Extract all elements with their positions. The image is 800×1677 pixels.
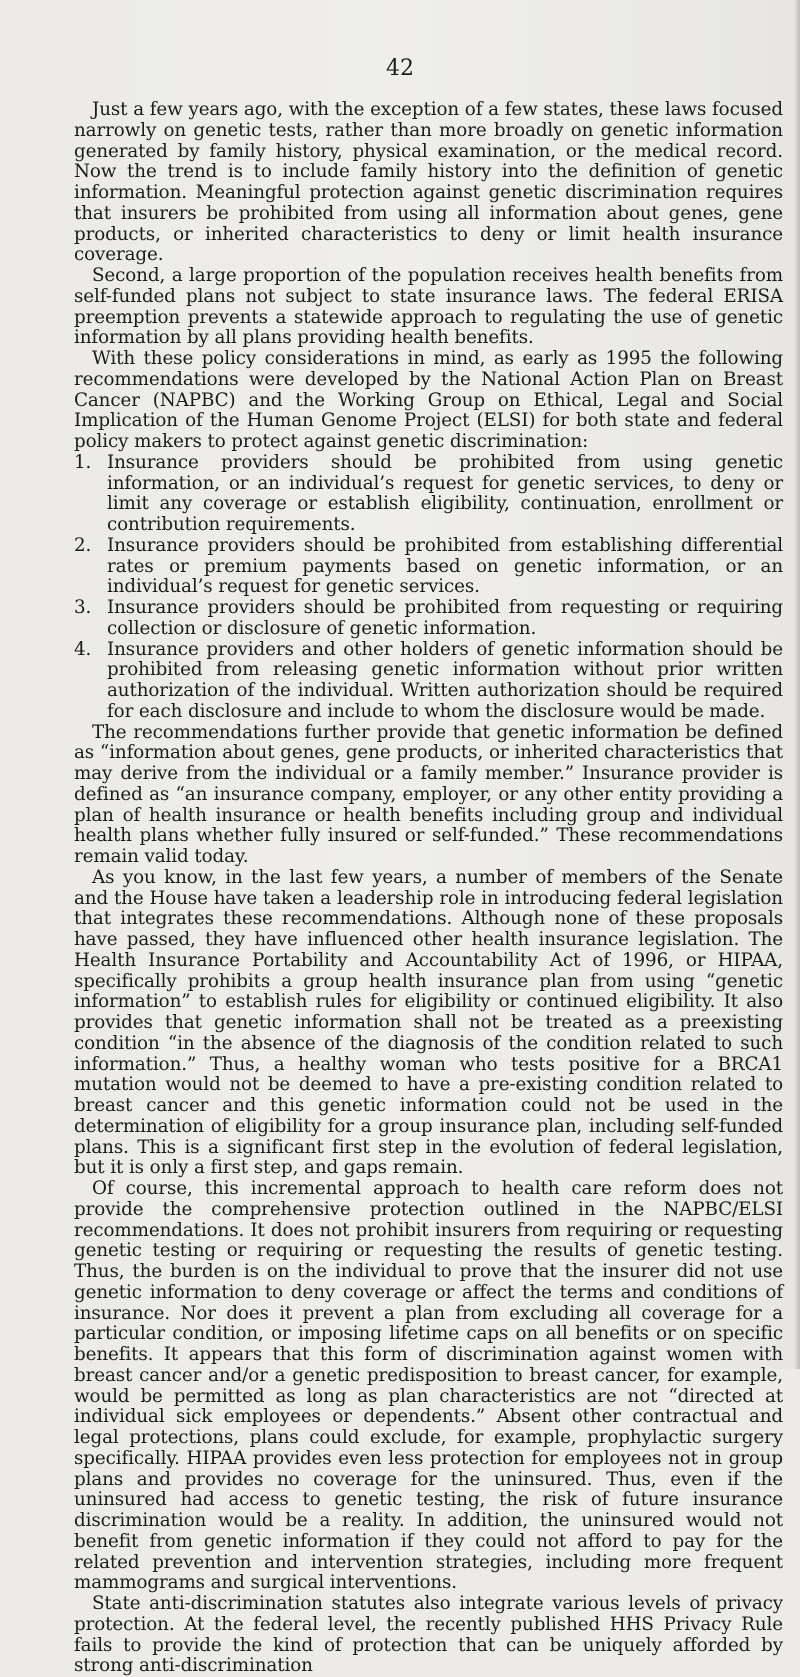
paragraph-state-statutes: State anti-discrimination statutes also integrate various levels of privacy protection. At the federal level, the recently published HHS Privacy Rule fails to provide the kind of protection that can be uniquely afforded by strong anti-discrimination [74, 1593, 783, 1677]
list-item-number: 3. [74, 597, 92, 618]
list-item-number: 1. [74, 451, 92, 473]
list-item [74, 640, 783, 723]
page-edge-shadow [794, 0, 800, 1369]
list-item-text: Insurance providers should be prohibited from requesting or requiring collection or disclosure of genetic information. [107, 597, 783, 639]
list-item [74, 536, 783, 598]
paragraph-recommendations-intro: With these policy considerations in mind, as early as 1995 the following recommendations were developed by the National Action Plan on Breast Cancer (NAPBC) and the Working Group on Ethical, Legal and Social Implication of the Human Genome Project (ELSI) for both state and federal policy makers to protect against genetic discrimination: [74, 348, 783, 452]
list-item-number: 2. [74, 534, 92, 556]
body-text [74, 100, 783, 1677]
paragraph-definitions: The recommendations further provide that genetic information be defined as “information about genes, gene products, or inherited characteristics that may derive from the individual or a family member.” Insurance provider is defined as “an insurance company, employer, or any other entity providing a plan of health insurance or health benefits including group and individual health plans whether fully insured or self-funded.” These recommendations remain valid today. [74, 721, 783, 867]
list-item-text: Insurance providers and other holders of genetic information should be prohibited from releasing genetic information without prior written authorization of the individual. Written authorization should be required for each disclosure and include to whom the disclosure would be made. [107, 638, 783, 722]
paragraph-family-history: Just a few years ago, with the exception of a few states, these laws focused narrowly on genetic tests, rather than more broadly on genetic information generated by family history, physical examination, or the medical record. Now the trend is to include family history into the definition of genetic information. Meaningful protection against genetic discrimination requires that insurers be prohibited from using all information about genes, gene products, or inherited characteristics to deny or limit health insurance coverage. [74, 99, 783, 266]
list-item [74, 453, 783, 536]
list-item-text: Insurance providers should be prohibited from establishing differential rates or premium payments based on genetic information, or an individual’s request for genetic services. [107, 534, 783, 598]
page-number: 42 [386, 56, 414, 81]
list-item [74, 598, 783, 640]
recommendations-list [74, 453, 783, 723]
paragraph-incremental-approach: Of course, this incremental approach to health care reform does not provide the comprehensive protection outlined in the NAPBC/ELSI recommendations. It does not prohibit insurers from requiring or requesting genetic testing or requiring or requesting the results of genetic testing. Thus, the burden is on the individual to prove that the insurer did not use genetic information to deny coverage or affect the terms and conditions of insurance. Nor does it prevent a plan from excluding all coverage for a particular condition, or imposing lifetime caps on all benefits or on specific benefits. It appears that this form of discrimination against women with breast cancer and/or a genetic predisposition to breast cancer, for example, would be permitted as long as plan characteristics are not “directed at individual sick employees or dependents.” Absent other contractual and legal protections, plans could exclude, for example, prophylactic surgery specifically. HIPAA provides even less protection for employees not in group plans and provides no coverage for the uninsured. Thus, even if the uninsured had access to genetic testing, the risk of future insurance discrimination would be a reality. In addition, the uninsured would not benefit from genetic information if they could not afford to pay for the related prevention and intervention strategies, including more frequent mammograms and surgical interventions. [74, 1178, 783, 1594]
paragraph-hipaa: As you know, in the last few years, a number of members of the Senate and the House have taken a leadership role in introducing federal legislation that integrates these recommendations. Although none of these proposals have passed, they have influenced other health insurance legislation. The Health Insurance Portability and Accountability Act of 1996, or HIPAA, specifically prohibits a group health insurance plan from using “genetic information” to establish rules for eligibility or continued eligibility. It also provides that genetic information shall not be treated as a preexisting condition “in the absence of the diagnosis of the condition related to such information.” Thus, a healthy woman who tests positive for a BRCA1 mutation would not be deemed to have a pre-existing condition related to breast cancer and this genetic information could not be used in the determination of eligibility for a group insurance plan, including self-funded plans. This is a significant first step in the evolution of federal legislation, but it is only a first step, and gaps remain. [74, 866, 783, 1179]
list-item-number: 4. [74, 638, 92, 660]
list-item-text: Insurance providers should be prohibited from using genetic information, or an individual’s request for genetic services, to deny or limit any coverage or establish eligibility, continuation, enrollment or contribution requirements. [107, 451, 783, 535]
paragraph-erisa: Second, a large proportion of the population receives health benefits from self-funded plans not subject to state insurance laws. The federal ERISA preemption prevents a statewide approach to regulating the use of genetic information by all plans providing health benefits. [74, 265, 783, 349]
